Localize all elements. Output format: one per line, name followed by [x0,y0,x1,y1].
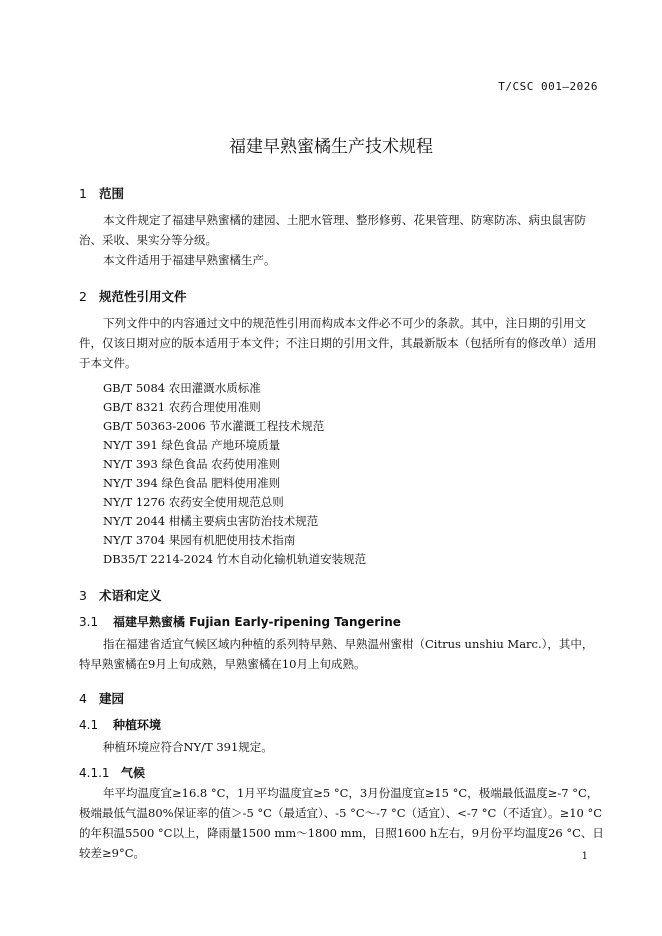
document-code: T/CSC 001—2026 [498,80,598,93]
section-4-heading [79,689,124,707]
section-2-para: 下列文件中的内容通过文中的规范性引用而构成本文件必不可少的条款。其中，注日期的引用文件，仅该日期对应的版本适用于本文件；不注日期的引用文件，其最新版本（包括所有的修改单）适用于本文件。 [79,316,597,370]
subsection-4-1-1-heading [79,764,145,781]
section-title: 范围 [99,186,125,201]
climate-para: 年平均温度宜≥16.8 °C，1月平均温度宜≥5 °C，3月份温度宜≥15 °C，极端最低温度≥-7 °C，极端最低气温80%保证率的值＞-5 °C（最适宜）、-5 °C～-7 °C（适宜）、<-7 °C（不适宜）。≥10 °C的年积温5500 °C以上，降雨量1500 mm～1800 mm，日照1600 h左右，9月份平均温度26 °C、日较差≥9°C。 [79,786,604,860]
term-title: 福建早熟蜜橘 Fujian Early-ripening Tangerine [113,615,401,629]
reference-item: DB35/T 2214-2024 竹木自动化输机轨道安装规范 [103,552,367,566]
section-1-para-1: 本文件规定了福建早熟蜜橘的建园、土肥水管理、整形修剪、花果管理、防寒防冻、病虫鼠害防治、采收、果实分等分级。 [79,213,586,247]
reference-item: NY/T 3704 果园有机肥使用技术指南 [103,533,296,547]
reference-item: NY/T 1276 农药安全使用规范总则 [103,495,284,509]
reference-item: GB/T 8321 农药合理使用准则 [103,400,261,414]
reference-item: NY/T 391 绿色食品 产地环境质量 [103,438,281,452]
section-title: 规范性引用文件 [99,289,187,304]
section-1-para-2: 本文件适用于福建早熟蜜橘生产。 [103,253,276,267]
section-number: 3 [79,588,87,603]
reference-item: NY/T 394 绿色食品 肥料使用准则 [103,476,281,490]
section-title: 术语和定义 [99,588,162,603]
subsection-title: 气候 [121,766,146,780]
term-heading [79,613,401,630]
subsection-4-1-para: 种植环境应符合NY/T 391规定。 [103,740,273,754]
reference-item: GB/T 5084 农田灌溉水质标准 [103,381,261,395]
subsection-title: 种植环境 [113,718,162,732]
section-title: 建园 [99,691,125,706]
reference-item: NY/T 2044 柑橘主要病虫害防治技术规范 [103,514,319,528]
section-number: 1 [79,186,87,201]
term-definition: 指在福建省适宜气候区域内种植的系列特早熟、早熟温州蜜柑（Citrus unshiu Marc.），其中，特早熟蜜橘在9月上旬成熟，早熟蜜橘在10月上旬成熟。 [79,637,594,671]
section-3-heading [79,586,162,604]
section-1-heading [79,184,124,202]
term-number: 3.1 [79,615,99,629]
section-number: 2 [79,289,87,304]
reference-item: GB/T 50363-2006 节水灌溉工程技术规范 [103,419,325,433]
section-number: 4 [79,691,87,706]
subsection-number: 4.1 [79,718,99,732]
page-number: 1 [581,851,588,862]
section-2-heading [79,287,187,305]
subsection-4-1-heading [79,716,161,733]
reference-item: NY/T 393 绿色食品 农药使用准则 [103,457,281,471]
document-title: 福建早熟蜜橘生产技术规程 [229,137,433,157]
subsection-number: 4.1.1 [79,766,110,780]
